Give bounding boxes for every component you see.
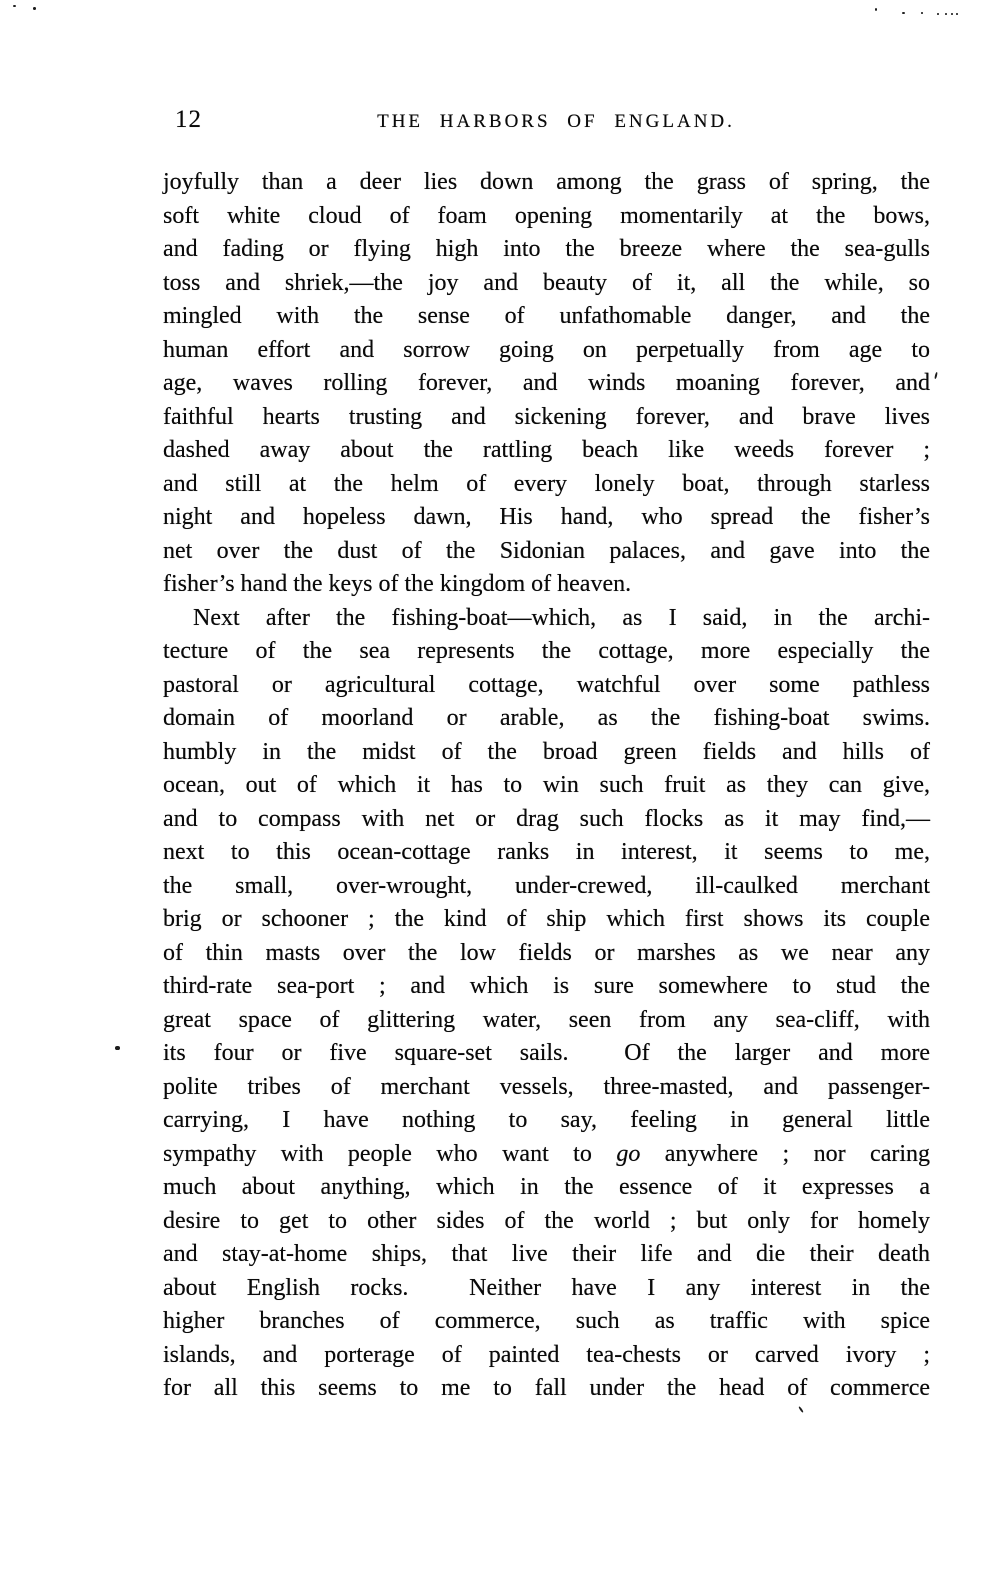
- text-segment: domain of moorland or arable, as the fishing-boat swims.: [163, 705, 930, 731]
- text-line: [163, 367, 930, 401]
- text-segment: higher branches of commerce, such as traffic with spice: [163, 1308, 930, 1334]
- scan-speck: [956, 13, 958, 15]
- text-segment: pastoral or agricultural cottage, watchful over some pathless: [163, 671, 930, 698]
- page-number: 12: [175, 106, 202, 133]
- text-line: [163, 1138, 930, 1172]
- text-line: [163, 267, 930, 301]
- italic-word: go: [616, 1140, 641, 1167]
- scan-speck: [951, 13, 953, 15]
- text-line: [163, 836, 930, 870]
- text-segment: soft white cloud of foam opening momentarily at the bows,: [163, 202, 930, 229]
- text-line: [163, 870, 930, 904]
- running-title: THE HARBORS OF ENGLAND.: [377, 111, 735, 132]
- text-line: [163, 1205, 930, 1239]
- scan-speck: [921, 12, 923, 14]
- text-segment: next to this ocean-cottage ranks in interest, it seems to me,: [163, 839, 930, 865]
- text-segment: brig or schooner ; the kind of ship which first shows its couple: [163, 906, 930, 932]
- text-line: [163, 602, 930, 636]
- scan-speck: [798, 1406, 804, 1413]
- text-segment: islands, and porterage of painted tea-chests or carved ivory ;: [163, 1341, 930, 1368]
- text-line: [163, 1171, 930, 1205]
- text-segment: humbly in the midst of the broad green fields and hills of: [163, 738, 930, 765]
- scan-speck: [875, 8, 877, 11]
- text-line: [163, 300, 930, 334]
- text-segment: Next after the fishing-boat—which, as I said, in the archi-: [193, 604, 930, 631]
- scan-speck: [937, 13, 939, 15]
- text-block: [163, 166, 930, 1406]
- text-line: [163, 468, 930, 502]
- text-segment: great space of glittering water, seen from any sea-cliff, with: [163, 1006, 930, 1033]
- text-segment: toss and shriek,—the joy and beauty of it, all the while, so: [163, 269, 930, 296]
- text-segment: polite tribes of merchant vessels, three-masted, and passenger-: [163, 1073, 930, 1100]
- text-line: [163, 1104, 930, 1138]
- text-line: [163, 803, 930, 837]
- text-line: [163, 434, 930, 468]
- text-segment: ocean, out of which it has to win such fruit as they can give,: [163, 772, 930, 798]
- text-segment: and stay-at-home ships, that live their life and die their death: [163, 1241, 930, 1267]
- text-segment: joyfully than a deer lies down among the grass of spring, the: [163, 169, 930, 195]
- text-line: [163, 1071, 930, 1105]
- text-segment: and fading or flying high into the breeze where the sea-gulls: [163, 236, 930, 262]
- text-line: [163, 166, 930, 200]
- scan-speck: [115, 1046, 120, 1050]
- text-line: [163, 635, 930, 669]
- text-segment: age, waves rolling forever, and winds moaning forever, and: [163, 370, 930, 396]
- text-segment: the small, over-wrought, under-crewed, ill-caulked merchant: [163, 872, 930, 899]
- text-segment: mingled with the sense of unfathomable danger, and the: [163, 303, 930, 329]
- text-segment: night and hopeless dawn, His hand, who spread the fisher’s: [163, 504, 930, 530]
- scan-speck: [902, 12, 905, 14]
- text-segment: desire to get to other sides of the world ; but only for homely: [163, 1207, 930, 1234]
- scan-speck: [945, 13, 947, 15]
- text-segment: about English rocks. Neither have I any interest in the: [163, 1274, 930, 1301]
- text-line: [163, 535, 930, 569]
- scan-speck: [13, 5, 16, 7]
- text-line: [163, 736, 930, 770]
- text-line: [163, 501, 930, 535]
- text-line: [163, 903, 930, 937]
- text-segment: its four or five square-set sails. Of the larger and more: [163, 1040, 930, 1066]
- text-segment: for all this seems to me to fall under the head of commerce: [163, 1375, 930, 1401]
- text-segment: of thin masts over the low fields or marshes as we near any: [163, 939, 930, 966]
- text-line: [163, 1339, 930, 1373]
- text-line: [163, 233, 930, 267]
- text-line: [163, 200, 930, 234]
- text-line: [163, 1272, 930, 1306]
- text-line: [163, 401, 930, 435]
- text-segment: anywhere ; nor caring: [640, 1140, 931, 1167]
- text-line: [163, 1004, 930, 1038]
- text-line: [163, 568, 930, 602]
- text-line: [163, 1238, 930, 1272]
- text-line: [163, 1305, 930, 1339]
- text-segment: third-rate sea-port ; and which is sure somewhere to stud the: [163, 973, 930, 999]
- text-segment: fisher’s hand the keys of the kingdom of heaven.: [163, 571, 632, 597]
- text-segment: net over the dust of the Sidonian palaces, and gave into the: [163, 537, 930, 564]
- text-line: [163, 334, 930, 368]
- text-line: [163, 1037, 930, 1071]
- scan-speck: [934, 372, 938, 379]
- text-segment: and to compass with net or drag such flocks as it may find,—: [163, 805, 930, 832]
- text-segment: sympathy with people who want to: [163, 1140, 617, 1167]
- text-line: [163, 669, 930, 703]
- text-segment: dashed away about the rattling beach like weeds forever ;: [163, 437, 930, 463]
- text-line: [163, 937, 930, 971]
- text-line: [163, 1372, 930, 1406]
- text-segment: carrying, I have nothing to say, feeling in general little: [163, 1107, 930, 1133]
- text-segment: human effort and sorrow going on perpetually from age to: [163, 336, 930, 363]
- page-header: [0, 106, 1000, 138]
- scan-speck: [33, 7, 36, 10]
- text-line: [163, 769, 930, 803]
- text-segment: and still at the helm of every lonely boat, through starless: [163, 470, 930, 497]
- text-segment: tecture of the sea represents the cottage, more especially the: [163, 638, 930, 664]
- text-segment: much about anything, which in the essence of it expresses a: [163, 1174, 930, 1200]
- text-line: [163, 970, 930, 1004]
- text-segment: faithful hearts trusting and sickening forever, and brave lives: [163, 403, 930, 430]
- text-line: [163, 702, 930, 736]
